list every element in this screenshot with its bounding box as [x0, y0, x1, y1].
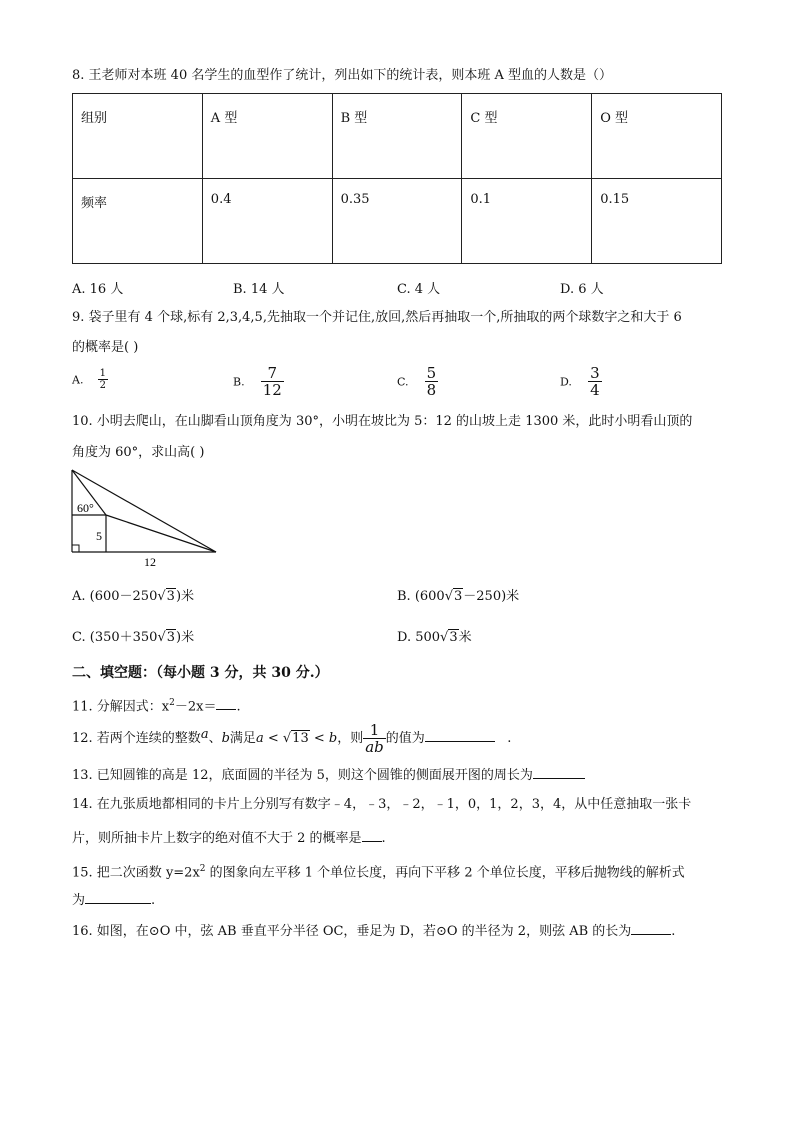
option-label: A. [72, 373, 84, 387]
q14-text: 片，则所抽卡片上数字的绝对值不大于 2 的概率是 [72, 831, 362, 846]
q13 [72, 766, 585, 784]
q12-end: . [507, 731, 512, 746]
radicand: 13 [292, 731, 309, 746]
sqrt-expression: √3 [157, 630, 176, 645]
q15-line1 [72, 861, 685, 881]
q14-line2 [72, 829, 386, 847]
q8-option-b[interactable]: B. 14 人 [233, 282, 285, 297]
right-angle-mark [72, 545, 79, 552]
q13-text: 13. 已知圆锥的高是 12，底面圆的半径为 5，则这个圆锥的侧面展开图的周长为 [72, 768, 533, 783]
q10-option-c[interactable] [72, 626, 194, 645]
fraction [98, 369, 108, 391]
q9-option-c[interactable] [397, 366, 438, 398]
fraction-denominator: 12 [262, 381, 282, 399]
q12-sep: 、 [208, 731, 222, 746]
answer-blank[interactable] [425, 729, 495, 742]
option-text-pre: B. (600 [397, 589, 445, 604]
table-cell: 组别 [73, 94, 203, 179]
q12-text-mid: 满足 [229, 731, 256, 746]
q11 [72, 695, 241, 715]
radicand: 3 [166, 589, 175, 604]
fraction [261, 366, 284, 398]
ineq-a: a [255, 731, 264, 746]
fraction-numerator: 3 [590, 364, 600, 382]
option-text-pre: D. 500 [397, 630, 441, 645]
q12-text-post: 的值为 [385, 731, 425, 746]
option-text-post: 米 [458, 630, 472, 645]
q16-text: 16. 如图，在⊙O 中，弦 AB 垂直平分半径 OC，垂足为 D，若⊙O 的半径为 2，则弦 AB 的长为 [72, 924, 632, 939]
q8-option-d[interactable]: D. 6 人 [560, 282, 604, 297]
radicand: 3 [454, 589, 463, 604]
option-text-post: )米 [175, 589, 195, 604]
exponent: 2 [199, 864, 206, 874]
radicand: 3 [449, 630, 458, 645]
q10-option-a[interactable] [72, 585, 194, 604]
q14-line1: 14. 在九张质地都相同的卡片上分别写有数字﹣4，﹣3，﹣2，﹣1，0，1，2，3，4，从中任意抽取一张卡 [72, 797, 692, 812]
table-cell: 0.35 [332, 179, 462, 264]
q11-text: 11. 分解因式：x [72, 699, 170, 715]
fraction-denominator: 4 [590, 381, 600, 399]
q9-option-b[interactable] [233, 366, 284, 398]
q15-end: . [151, 893, 156, 908]
fraction-numerator: 1 [369, 720, 380, 739]
q15-text-post: 的图象向左平移 1 个单位长度，再向下平移 2 个单位长度，平移后抛物线的解析式 [205, 865, 685, 881]
answer-blank[interactable] [362, 829, 382, 842]
answer-blank[interactable] [85, 891, 151, 904]
table-cell: 0.1 [462, 179, 592, 264]
exponent: 2 [169, 698, 175, 708]
base-label: 12 [144, 555, 156, 569]
sqrt-expression: √3 [157, 589, 175, 604]
q15-text-2: 为 [72, 893, 86, 908]
answer-blank[interactable] [533, 766, 585, 779]
q10-option-d[interactable] [397, 626, 472, 645]
radicand: 3 [166, 630, 176, 645]
fraction-numerator: 5 [426, 364, 437, 382]
q15-text: 15. 把二次函数 y=2x [72, 865, 200, 881]
option-text-post: )米 [176, 630, 195, 645]
blood-type-table [72, 93, 722, 264]
q8-option-c[interactable]: C. 4 人 [397, 282, 441, 297]
table-cell: 0.4 [202, 179, 332, 264]
sqrt-expression: √3 [440, 630, 458, 645]
sqrt-expression: √13 [282, 731, 309, 746]
q15-line2 [72, 891, 155, 909]
q11-end: . [236, 699, 241, 715]
table-cell: O 型 [592, 94, 722, 179]
q9-option-d[interactable] [560, 366, 602, 398]
lt-sign: < [309, 731, 329, 746]
q10-option-b[interactable] [397, 585, 519, 604]
table-cell: C 型 [462, 94, 592, 179]
fraction [425, 366, 439, 398]
q12-text: 12. 若两个连续的整数 [72, 731, 201, 746]
fraction-numerator: 1 [99, 368, 106, 379]
fraction-numerator: 7 [267, 364, 278, 382]
table-cell: 频率 [73, 179, 203, 264]
q9-line2: 的概率是( ) [72, 340, 139, 355]
lt-sign: < [263, 731, 283, 746]
q8-option-a[interactable]: A. 16 人 [72, 282, 124, 297]
q9-line1: 9. 袋子里有 4 个球,标有 2,3,4,5,先抽取一个并记住,放回,然后再抽取一个,所抽取的两个球数字之和大于 6 [72, 310, 682, 325]
q12 [72, 722, 511, 756]
q12-then: ，则 [337, 731, 364, 746]
answer-blank[interactable] [216, 697, 236, 710]
q10-line2: 角度为 60°，求山高( ) [72, 445, 205, 460]
vertical-label: 5 [96, 529, 102, 543]
option-text-post: －250)米 [463, 589, 520, 604]
fraction-denominator: 2 [99, 380, 106, 391]
answer-blank[interactable] [631, 922, 671, 935]
option-label: C. [397, 375, 409, 389]
q9-option-a[interactable] [72, 369, 108, 391]
table-cell: B 型 [332, 94, 462, 179]
sqrt-expression: √3 [444, 589, 463, 604]
option-label: B. [233, 375, 245, 389]
var-a: a [200, 727, 209, 742]
fraction-denominator: 8 [426, 381, 437, 399]
q16 [72, 922, 675, 940]
table-cell: A 型 [202, 94, 332, 179]
mountain-slope-figure [66, 468, 222, 570]
ineq-b: b [328, 731, 338, 746]
option-text-pre: A. (600－250 [72, 589, 158, 604]
q8-stem: 8. 王老师对本班 40 名学生的血型作了统计，列出如下的统计表，则本班 A 型血的人数是（） [72, 68, 612, 83]
fraction [363, 720, 386, 756]
option-text-pre: C. (350＋350 [72, 630, 158, 645]
table-row [73, 179, 722, 264]
table-row [73, 94, 722, 179]
var-b: b [221, 731, 230, 746]
q14-end: . [381, 831, 386, 846]
q16-end: . [671, 924, 676, 939]
table-cell: 0.15 [592, 179, 722, 264]
q10-line1: 10. 小明去爬山，在山脚看山顶角度为 30°，小明在坡比为 5：12 的山坡上走 1300 米，此时小明看山顶的 [72, 414, 693, 429]
fraction-denominator: ab [365, 737, 384, 756]
angle-label: 60° [77, 501, 94, 515]
option-label: D. [560, 375, 572, 389]
section-title: 二、填空题：（每小题 3 分，共 30 分.） [72, 665, 329, 681]
fraction [588, 366, 602, 398]
q11-text-post: －2x＝ [174, 699, 217, 715]
